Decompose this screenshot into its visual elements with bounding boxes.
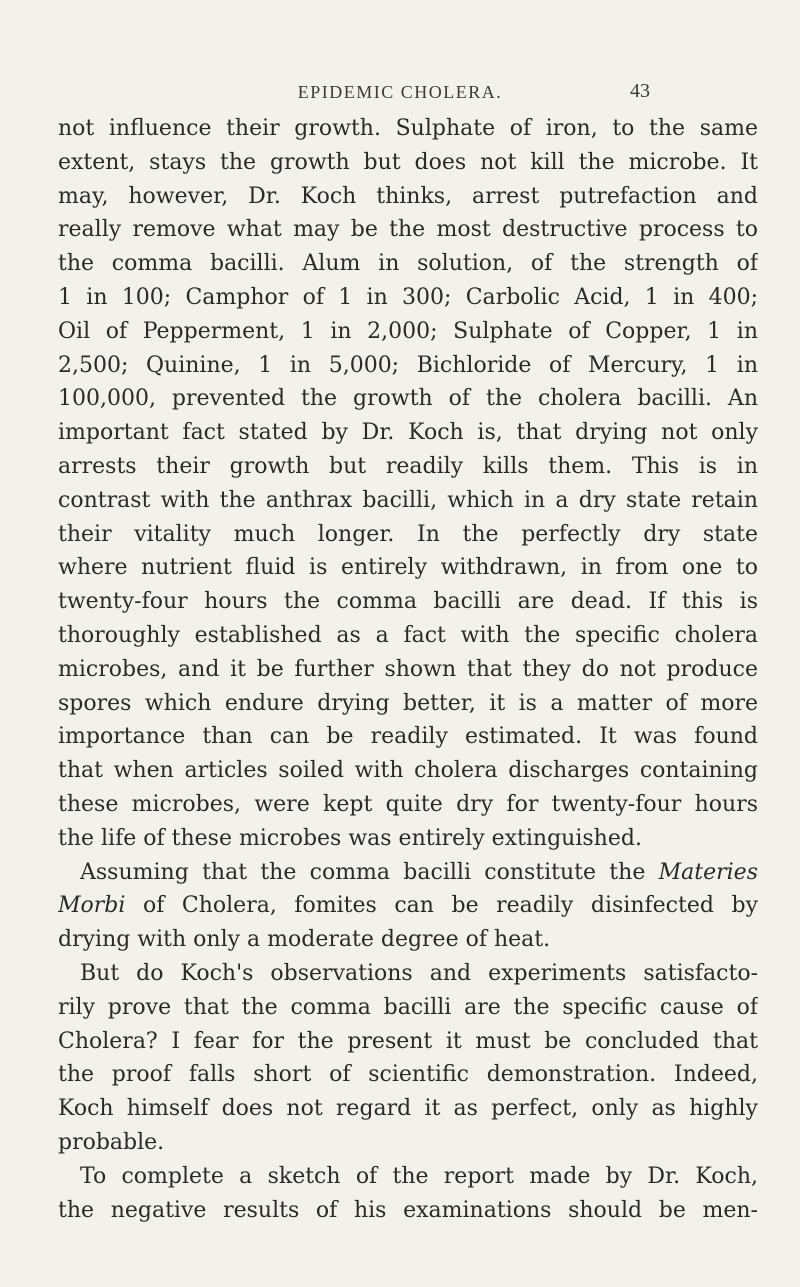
text-line: not influence their growth. Sulphate of iron, to the same [58,116,758,141]
text-span: of Cholera, fomites can be readily disinfected by [125,893,758,919]
text-line: To complete a sketch of the report made by Dr. Koch, [80,1163,758,1189]
text-line: arrests their growth but readily kills them. This is in [58,453,758,479]
italic-term: Materies [658,859,758,885]
text-line: Cholera? I fear for the present it must be concluded that [58,1028,758,1054]
text-line: the proof falls short of scientific demonstration. Indeed, [58,1062,758,1088]
text-line: extent, stays the growth but does not kill the microbe. It [58,149,758,175]
text-line: probable. [58,1129,165,1155]
text-line: importance than can be readily estimated. It was found [58,724,758,750]
text-line: the comma bacilli. Alum in solution, of the strength of [58,251,758,277]
text-line: 1 in 100; Camphor of 1 in 300; Carbolic Acid, 1 in 400; [58,284,758,310]
running-title: EPIDEMIC CHOLERA. [297,82,503,102]
text-line: microbes, and it be further shown that they do not produce [58,656,758,682]
text-line: really remove what may be the most destructive process to [58,217,758,243]
text-line [58,889,758,923]
text-line: the negative results of his examinations should be men- [58,1197,758,1223]
text-line: thoroughly established as a fact with the specific cholera [58,622,758,648]
page-number: 43 [630,80,650,102]
body-text [58,112,758,1227]
text-line: where nutrient fluid is entirely withdrawn, in from one to [58,555,758,581]
text-line [58,856,758,890]
text-line: Koch himself does not regard it as perfect, only as highly [58,1096,758,1122]
text-line: Oil of Pepperment, 1 in 2,000; Sulphate of Copper, 1 in [58,318,758,344]
text-line: 100,000, prevented the growth of the cholera bacilli. An [58,386,758,412]
text-line: that when articles soiled with cholera discharges containing [58,758,758,784]
text-line: twenty-four hours the comma bacilli are dead. If this is [58,589,758,615]
text-line: their vitality much longer. In the perfectly dry state [58,521,758,547]
text-line: rily prove that the comma bacilli are the specific cause of [58,994,758,1020]
text-line: drying with only a moderate degree of heat. [58,927,551,953]
text-line: contrast with the anthrax bacilli, which in a dry state retain [58,487,758,513]
text-line: the life of these microbes was entirely extinguished. [58,825,642,851]
text-line: may, however, Dr. Koch thinks, arrest putrefaction and [58,183,758,209]
text-line: important fact stated by Dr. Koch is, that drying not only [58,420,758,446]
text-line: But do Koch's observations and experiments satisfacto- [80,960,758,986]
text-line: 2,500; Quinine, 1 in 5,000; Bichloride of Mercury, 1 in [58,352,758,378]
text-line: spores which endure drying better, it is a matter of more [58,690,758,716]
text-line: these microbes, were kept quite dry for twenty-four hours [58,791,758,817]
text-span: Assuming that the comma bacilli constitute the [80,859,659,885]
italic-term: Morbi [58,893,126,919]
